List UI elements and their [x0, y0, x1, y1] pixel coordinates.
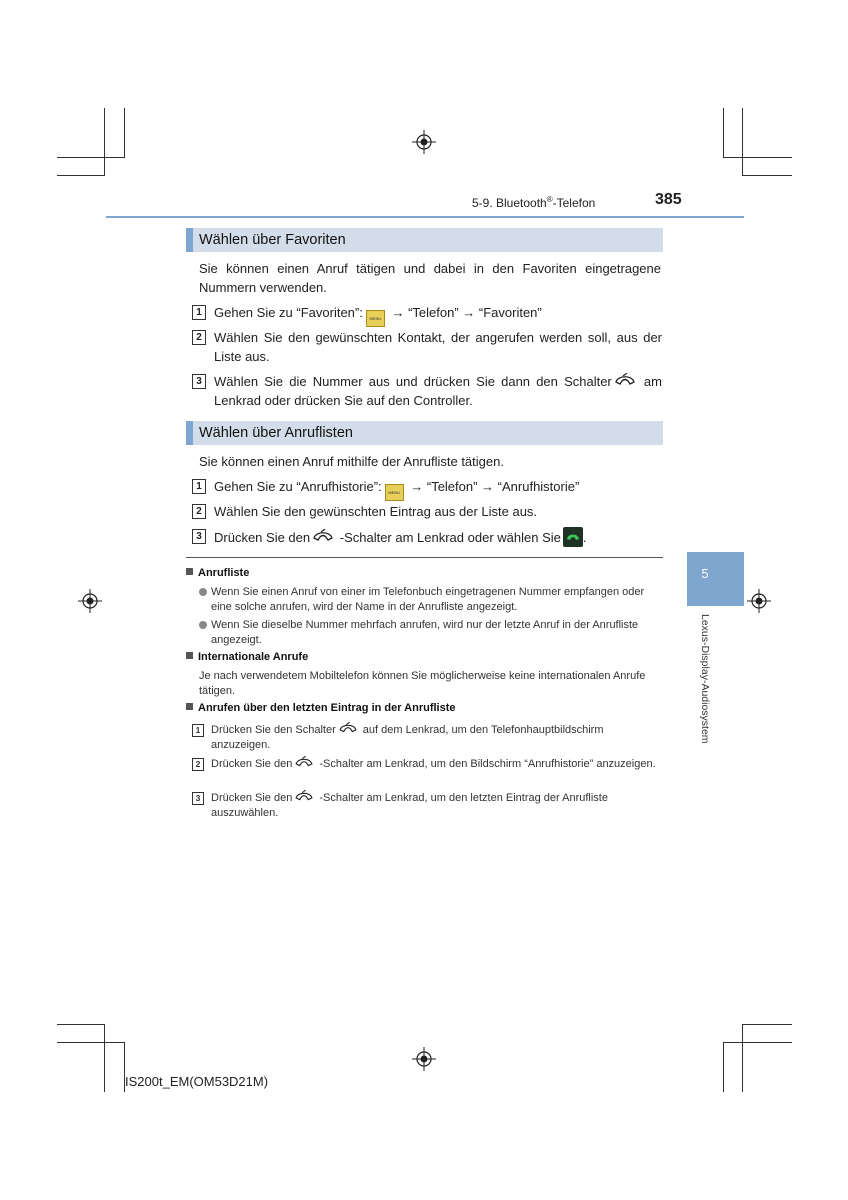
note-heading-text: Anrufliste: [198, 567, 250, 579]
phone-icon: [338, 722, 358, 736]
section-tab-number: 5: [701, 566, 709, 581]
step-text: [214, 303, 662, 327]
note-bullet-text: Wenn Sie einen Anruf von einer im Telefonbuch eingetragenen Nummer empfangen oder eine solche anrufen, wird der Name in der Anrufliste angezeigt.: [211, 586, 645, 613]
note-step-text: [211, 722, 661, 752]
bullet-dot-icon: [199, 588, 207, 596]
crop-mark: [57, 1042, 124, 1043]
square-bullet-icon: [186, 703, 193, 710]
chapter-prefix: 5-9. Bluetooth: [472, 196, 547, 210]
registration-mark-icon: [412, 130, 436, 154]
step-number: 3: [192, 374, 206, 389]
phone-icon: [312, 529, 334, 545]
section-heading-favorites: Wählen über Favoriten: [186, 228, 663, 252]
crop-mark: [57, 157, 124, 158]
note-step-text: [211, 756, 661, 772]
step-number: 2: [192, 504, 206, 519]
note-step-text-part: -Schalter am Lenkrad, um den Bildschirm “Anrufhistorie” anzuzeigen.: [316, 758, 656, 770]
step-text-part: -Schalter am Lenkrad oder wählen Sie: [336, 530, 561, 545]
note-step-text-part: Drücken Sie den: [211, 792, 293, 804]
registration-mark-icon: [412, 1047, 436, 1071]
bullet-dot-icon: [199, 621, 207, 629]
menu-button-icon: MENU: [385, 484, 404, 501]
page-number: 385: [655, 191, 682, 208]
notes-divider: [186, 557, 663, 558]
phone-icon: [294, 790, 314, 804]
crop-mark: [724, 1042, 792, 1043]
crop-mark: [742, 1024, 743, 1092]
crop-mark: [104, 108, 105, 175]
menu-button-icon: MENU: [366, 310, 385, 327]
step-text-part: Gehen Sie zu “Anrufhistorie”:: [214, 479, 382, 494]
note-heading: [186, 567, 249, 579]
step-number: 3: [192, 529, 206, 544]
note-heading-text: Internationale Anrufe: [198, 651, 309, 663]
step-text-part: .: [582, 530, 587, 545]
step-text-part: → “Telefon” → “Anrufhistorie”: [406, 479, 580, 494]
note-step-number: 3: [192, 792, 204, 805]
step-text-part: → “Telefon” → “Favoriten”: [387, 305, 542, 320]
crop-mark: [124, 108, 125, 158]
note-step-text-part: Drücken Sie den: [211, 758, 293, 770]
header-rule: [106, 216, 744, 218]
step-text-part: am Lenkrad oder drücken Sie auf den Controller.: [214, 374, 662, 408]
step-text-part: Drücken Sie den: [214, 530, 311, 545]
section-tab: [687, 552, 744, 606]
step-number: 1: [192, 479, 206, 494]
step-text: [214, 477, 662, 501]
step-text-part: Wählen Sie die Nummer aus und drücken Sie dann den Schalter: [214, 374, 612, 389]
document-code: IS200t_EM(OM53D21M): [125, 1074, 269, 1089]
step-text-part: Gehen Sie zu “Favoriten”:: [214, 305, 363, 320]
section-heading-call-lists: Wählen über Anruflisten: [186, 421, 663, 445]
note-heading-text: Anrufen über den letzten Eintrag in der Anrufliste: [198, 702, 456, 714]
section-intro: Sie können einen Anruf tätigen und dabei in den Favoriten eingetragene Nummern verwenden.: [199, 261, 661, 295]
chapter-title: [472, 195, 595, 210]
note-heading: [186, 651, 308, 663]
note-step-number: 2: [192, 758, 204, 771]
crop-mark: [104, 1024, 105, 1092]
phone-icon: [614, 373, 636, 389]
call-button-icon: [563, 527, 583, 547]
note-text: Je nach verwendetem Mobiltelefon können Sie möglicherweise keine internationalen Anrufe tätigen.: [199, 670, 646, 697]
section-tab-label: Lexus-Display-Audiosystem: [699, 614, 711, 744]
step-text: [214, 527, 662, 547]
registration-mark-icon: [78, 589, 102, 613]
note-step-number: 1: [192, 724, 204, 737]
note-heading: [186, 702, 456, 714]
step-text: Wählen Sie den gewünschten Kontakt, der angerufen werden soll, aus der Liste aus.: [214, 330, 662, 364]
crop-mark: [742, 175, 792, 176]
registration-mark-icon: [747, 589, 771, 613]
crop-mark: [742, 108, 743, 175]
step-number: 1: [192, 305, 206, 320]
crop-mark: [742, 1024, 792, 1025]
crop-mark: [723, 1042, 724, 1092]
note-step-text-part: auf dem Lenkrad, um den Telefonhauptbildschirm anzuzeigen.: [211, 724, 604, 751]
note-step-text-part: -Schalter am Lenkrad, um den letzten Eintrag der Anrufliste auszuwählen.: [211, 792, 608, 819]
crop-mark: [57, 1024, 105, 1025]
square-bullet-icon: [186, 652, 193, 659]
crop-mark: [724, 157, 792, 158]
note-step-text-part: Drücken Sie den Schalter: [211, 724, 336, 736]
step-text: Wählen Sie den gewünschten Eintrag aus der Liste aus.: [214, 504, 538, 519]
section-intro: Sie können einen Anruf mithilfe der Anrufliste tätigen.: [199, 454, 504, 469]
phone-icon: [294, 756, 314, 770]
registered-mark: ®: [546, 195, 553, 204]
chapter-suffix: -Telefon: [552, 196, 596, 210]
note-step-text: [211, 790, 661, 820]
step-text: [214, 372, 662, 410]
step-number: 2: [192, 330, 206, 345]
crop-mark: [57, 175, 105, 176]
square-bullet-icon: [186, 568, 193, 575]
note-bullet-text: Wenn Sie dieselbe Nummer mehrfach anrufen, wird nur der letzte Anruf in der Anrufliste angezeigt.: [211, 619, 639, 646]
crop-mark: [723, 108, 724, 158]
